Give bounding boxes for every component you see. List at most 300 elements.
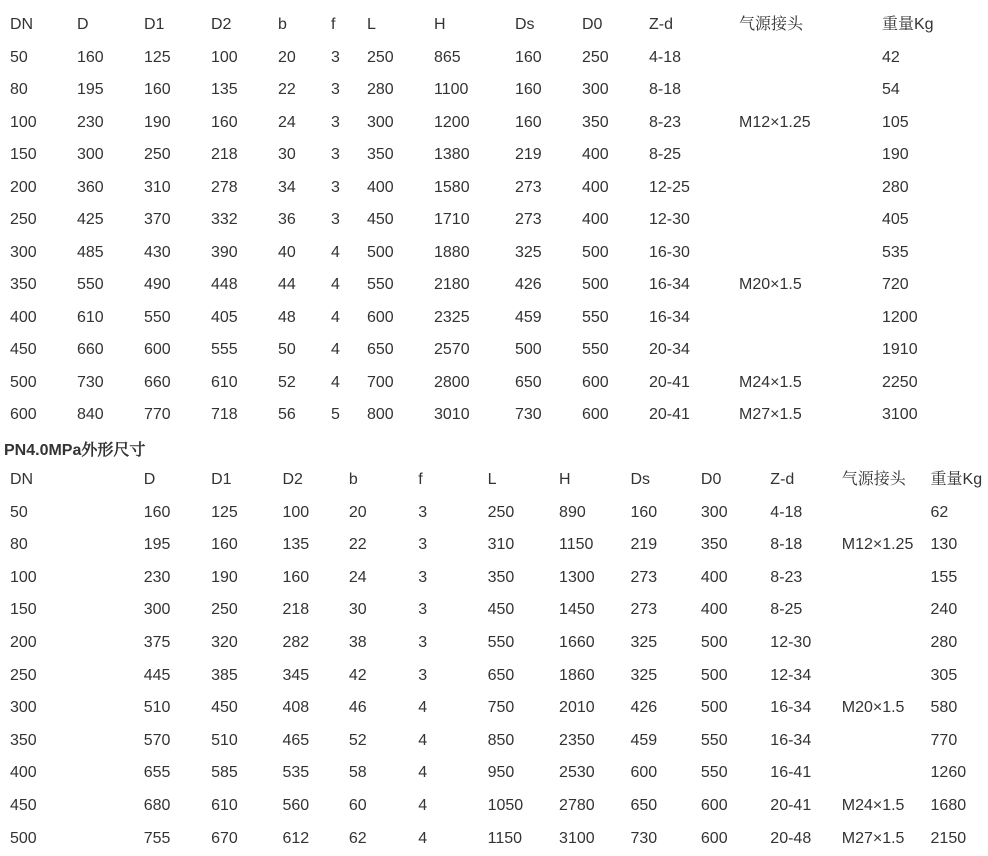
- table-cell: 400: [582, 178, 609, 196]
- table-cell: [729, 302, 872, 335]
- table-cell: 650: [630, 796, 658, 814]
- header-cell: D2: [211, 16, 232, 33]
- table-row: [0, 627, 988, 660]
- table-cell: 770: [930, 731, 958, 749]
- table-cell: 24: [348, 568, 367, 586]
- table-cell: 3: [418, 666, 428, 684]
- table-cell: 350: [10, 276, 37, 293]
- table-cell: 2800: [434, 373, 470, 391]
- table-cell: 20-48: [770, 829, 812, 847]
- table-row: [0, 74, 988, 107]
- header-cell: D0: [582, 16, 603, 33]
- table-cell: M20×1.5: [739, 276, 802, 293]
- table-cell: [729, 237, 872, 270]
- table-cell: 600: [582, 373, 609, 391]
- table-cell: [729, 74, 872, 107]
- header-cell: D1: [211, 471, 232, 488]
- table-cell: 485: [77, 243, 104, 261]
- table-row: [0, 269, 988, 302]
- table-cell: M12×1.25: [739, 113, 811, 131]
- table-cell: 42: [882, 48, 900, 66]
- table-cell: 950: [487, 764, 515, 782]
- table-cell: 54: [882, 81, 900, 98]
- table-cell: 190: [882, 146, 909, 163]
- table-row: [0, 594, 988, 627]
- table-cell: 160: [515, 81, 542, 98]
- table-cell: 250: [582, 48, 609, 66]
- table-cell: 24: [278, 113, 296, 131]
- table-cell: 135: [211, 81, 238, 98]
- table-cell: 459: [515, 308, 542, 326]
- table-cell: 8-25: [649, 146, 682, 163]
- table-cell: 550: [700, 764, 728, 782]
- table-cell: 390: [211, 243, 238, 261]
- header-cell: Ds: [630, 471, 651, 488]
- table-cell: 600: [700, 796, 728, 814]
- header-cell: b: [278, 16, 287, 33]
- table-cell: 2010: [559, 699, 595, 717]
- table-cell: 195: [77, 81, 104, 98]
- table-cell: 250: [144, 146, 171, 163]
- table-cell: 655: [143, 764, 171, 782]
- table-cell: M27×1.5: [739, 406, 802, 423]
- table-cell: 408: [282, 699, 310, 717]
- table-cell: 425: [77, 211, 104, 228]
- table-cell: 34: [278, 178, 296, 196]
- table-cell: 12-34: [770, 666, 812, 684]
- table-cell: 195: [143, 536, 171, 554]
- table-cell: 62: [930, 503, 949, 521]
- table-row: [0, 302, 988, 335]
- header-cell: DN: [10, 16, 34, 33]
- table-cell: 1680: [930, 796, 967, 814]
- table-cell: 400: [700, 568, 728, 586]
- table-cell: 2150: [930, 829, 967, 847]
- table-cell: 600: [630, 764, 658, 782]
- table-cell: 30: [348, 601, 367, 619]
- table-cell: 840: [77, 406, 104, 423]
- table-cell: 400: [10, 764, 37, 782]
- table-cell: 500: [10, 373, 37, 391]
- table-cell: 52: [348, 731, 367, 749]
- header-cell: D2: [282, 471, 303, 488]
- section-title: PN4.0MPa外形尺寸: [4, 442, 146, 459]
- table-cell: 580: [930, 699, 958, 717]
- header-cell: b: [348, 471, 358, 488]
- table-cell: 3: [331, 48, 340, 66]
- table-cell: 1880: [434, 243, 470, 261]
- table-cell: 450: [211, 699, 238, 717]
- table-cell: 535: [882, 243, 909, 261]
- table-cell: 550: [700, 731, 728, 749]
- table-cell: 1660: [559, 633, 595, 651]
- header-cell: Ds: [515, 16, 535, 33]
- table-cell: 2570: [434, 341, 470, 358]
- table-cell: 2350: [559, 731, 595, 749]
- table-cell: 12-25: [649, 178, 690, 196]
- table-cell: 1150: [559, 536, 594, 554]
- table-cell: 400: [10, 308, 37, 326]
- table-row: [0, 139, 988, 172]
- table-cell: 16-34: [649, 308, 690, 326]
- table-cell: 610: [211, 373, 238, 391]
- table-cell: 273: [515, 178, 542, 196]
- connector-cell: [832, 725, 921, 758]
- table-cell: 585: [211, 764, 238, 782]
- table-cell: 160: [144, 81, 171, 98]
- table-cell: 300: [10, 243, 37, 261]
- table-cell: [729, 139, 872, 172]
- header-cell: D1: [144, 16, 165, 33]
- table-cell: 8-25: [770, 601, 803, 619]
- table-cell: 40: [278, 243, 296, 261]
- table-cell: 730: [515, 406, 542, 423]
- table-cell: 1450: [559, 601, 595, 619]
- table-cell: 4: [331, 341, 340, 358]
- table-cell: 332: [211, 211, 238, 228]
- header-cell: L: [367, 16, 376, 33]
- table-cell: 20-34: [649, 341, 690, 358]
- table-cell: 230: [143, 568, 171, 586]
- table-cell: 2530: [559, 764, 595, 782]
- table-cell: 100: [10, 113, 37, 131]
- connector-cell: [832, 594, 921, 627]
- table-row: [0, 692, 988, 725]
- table-cell: 310: [144, 178, 171, 196]
- table-cell: 4: [418, 829, 428, 847]
- table-cell: 450: [487, 601, 515, 619]
- table-cell: 160: [282, 568, 310, 586]
- table-cell: 4: [418, 764, 428, 782]
- table-cell: 325: [630, 633, 658, 651]
- table-cell: 612: [282, 829, 310, 847]
- table-cell: 385: [211, 666, 238, 684]
- table-cell: 405: [211, 308, 238, 326]
- table-cell: 250: [10, 666, 37, 684]
- table-cell: 730: [630, 829, 658, 847]
- table-cell: 1050: [487, 796, 524, 814]
- table-cell: 80: [10, 536, 28, 554]
- header-cell: D0: [700, 471, 722, 488]
- table-cell: [729, 204, 872, 237]
- table-cell: 3: [418, 536, 428, 554]
- table-cell: 56: [278, 406, 296, 423]
- header-cell: f: [331, 16, 336, 33]
- table-cell: 426: [630, 699, 658, 717]
- table-cell: 50: [10, 503, 28, 521]
- header-cell: 气源接头: [739, 16, 804, 33]
- table-cell: 150: [10, 601, 37, 619]
- table-cell: 160: [630, 503, 658, 521]
- table-cell: 430: [144, 243, 171, 261]
- table-cell: 670: [211, 829, 238, 847]
- table-cell: 718: [211, 406, 238, 423]
- table-cell: 2780: [559, 796, 595, 814]
- table-cell: 2325: [434, 308, 470, 326]
- table-cell: [729, 172, 872, 205]
- table-cell: 12-30: [649, 211, 690, 228]
- table-cell: 3: [418, 568, 428, 586]
- table-cell: 770: [144, 406, 171, 423]
- table-cell: 400: [700, 601, 728, 619]
- table-cell: 730: [77, 373, 104, 391]
- header-cell: D: [143, 471, 156, 488]
- table-cell: 300: [143, 601, 171, 619]
- table-cell: 550: [487, 633, 515, 651]
- table-row: [0, 660, 988, 693]
- table-cell: 550: [582, 341, 609, 358]
- table-cell: 273: [630, 601, 658, 619]
- table-cell: 38: [348, 633, 367, 651]
- table-cell: M24×1.5: [739, 373, 802, 391]
- table-cell: 310: [487, 536, 515, 554]
- table-cell: 500: [582, 276, 609, 293]
- table-cell: 3: [418, 503, 428, 521]
- table-cell: 510: [143, 699, 171, 717]
- table-cell: 1580: [434, 178, 470, 196]
- header-cell: H: [434, 16, 446, 33]
- table-cell: 850: [487, 731, 515, 749]
- table-row: [0, 399, 988, 432]
- table-row: [0, 204, 988, 237]
- table-cell: 3: [331, 178, 340, 196]
- table-cell: 500: [582, 243, 609, 261]
- table-cell: 20: [348, 503, 367, 521]
- table-cell: 1710: [434, 211, 470, 228]
- table-cell: 50: [278, 341, 296, 358]
- table-row: [0, 334, 988, 367]
- table-cell: 375: [143, 633, 171, 651]
- table-cell: 750: [487, 699, 515, 717]
- table-cell: 50: [10, 48, 28, 66]
- table-cell: 720: [882, 276, 909, 293]
- header-cell: 气源接头: [841, 471, 906, 488]
- table-cell: 3: [418, 633, 428, 651]
- table-cell: 240: [930, 601, 958, 619]
- table-cell: 500: [700, 633, 728, 651]
- table-cell: 610: [77, 308, 104, 326]
- connector-cell: M24×1.5: [841, 796, 905, 814]
- table-cell: 20-41: [770, 796, 812, 814]
- table-cell: 300: [582, 81, 609, 98]
- table-cell: 160: [211, 536, 238, 554]
- table-cell: 600: [700, 829, 728, 847]
- table-cell: 16-34: [770, 731, 812, 749]
- table-cell: 130: [930, 536, 958, 554]
- table-cell: 755: [143, 829, 171, 847]
- table-cell: 300: [700, 503, 728, 521]
- connector-cell: [832, 660, 921, 693]
- table-cell: 3100: [559, 829, 595, 847]
- connector-cell: [832, 757, 921, 790]
- table-cell: 22: [348, 536, 367, 554]
- table-cell: 660: [144, 373, 171, 391]
- table-cell: 400: [582, 211, 609, 228]
- table-cell: 280: [930, 633, 958, 651]
- table-cell: 360: [77, 178, 104, 196]
- table-row: [0, 757, 988, 790]
- table-cell: 4: [331, 308, 340, 326]
- table-cell: 345: [282, 666, 310, 684]
- table-cell: 4: [331, 373, 340, 391]
- table-cell: 500: [515, 341, 542, 358]
- header-cell: H: [559, 471, 571, 488]
- table-cell: 44: [278, 276, 296, 293]
- table-cell: 550: [77, 276, 104, 293]
- table-row: [0, 42, 988, 75]
- table-cell: 3: [418, 601, 428, 619]
- table-cell: 660: [77, 341, 104, 358]
- table-cell: 62: [348, 829, 367, 847]
- table-cell: 320: [211, 633, 238, 651]
- table-cell: 250: [10, 211, 37, 228]
- table-cell: 100: [282, 503, 310, 521]
- table-cell: 560: [282, 796, 310, 814]
- table-cell: 680: [143, 796, 171, 814]
- table-cell: 400: [582, 146, 609, 163]
- table-cell: 300: [10, 699, 37, 717]
- table-cell: [729, 42, 872, 75]
- table-cell: 190: [211, 568, 238, 586]
- table-cell: 2180: [434, 276, 470, 293]
- pn40-table: [0, 464, 988, 855]
- table-cell: 610: [211, 796, 238, 814]
- table-cell: 12-30: [770, 633, 812, 651]
- header-cell: L: [487, 471, 497, 488]
- table-cell: 1380: [434, 146, 470, 163]
- table-cell: 150: [10, 146, 37, 163]
- table-cell: 125: [211, 503, 238, 521]
- table-cell: 300: [367, 113, 394, 131]
- table-cell: 4: [331, 243, 340, 261]
- table-cell: 273: [630, 568, 658, 586]
- table-cell: 500: [700, 666, 728, 684]
- header-cell: D: [77, 16, 89, 33]
- table-cell: 555: [211, 341, 238, 358]
- table-cell: 200: [10, 633, 37, 651]
- table-cell: 16-41: [770, 764, 812, 782]
- header-cell: 重量Kg: [882, 16, 934, 33]
- table-cell: 48: [278, 308, 296, 326]
- table-cell: 20-41: [649, 373, 690, 391]
- header-cell: 重量Kg: [930, 471, 983, 488]
- table-cell: 52: [278, 373, 296, 391]
- table-cell: 219: [630, 536, 658, 554]
- table-cell: [729, 334, 872, 367]
- table-cell: 280: [367, 81, 394, 98]
- table-cell: 16-30: [649, 243, 690, 261]
- table-cell: 1100: [434, 81, 469, 98]
- table-cell: 1860: [559, 666, 595, 684]
- table-cell: 250: [487, 503, 515, 521]
- table-cell: 650: [367, 341, 394, 358]
- table-cell: 445: [143, 666, 171, 684]
- table-cell: 160: [143, 503, 171, 521]
- header-cell: Z-d: [770, 471, 795, 488]
- table-cell: 450: [367, 211, 394, 228]
- table-cell: 4-18: [649, 48, 682, 66]
- table-cell: 125: [144, 48, 171, 66]
- table-cell: 650: [487, 666, 515, 684]
- table-cell: 490: [144, 276, 171, 293]
- table-cell: 1260: [930, 764, 967, 782]
- table-cell: 8-23: [649, 113, 682, 131]
- table-cell: 8-18: [770, 536, 803, 554]
- table-cell: 800: [367, 406, 394, 423]
- table-cell: 500: [700, 699, 728, 717]
- table-row: [0, 172, 988, 205]
- table-cell: 22: [278, 81, 296, 98]
- table-cell: 600: [367, 308, 394, 326]
- header-cell: DN: [10, 471, 34, 488]
- table-cell: 200: [10, 178, 37, 196]
- connector-cell: M27×1.5: [841, 829, 905, 847]
- table-cell: 3: [331, 81, 340, 98]
- table-cell: 20-41: [649, 406, 690, 423]
- table-cell: 30: [278, 146, 296, 163]
- table-cell: 219: [515, 146, 542, 163]
- table-cell: 600: [582, 406, 609, 423]
- table-cell: 4-18: [770, 503, 803, 521]
- table-cell: 3: [331, 211, 340, 228]
- table-cell: 370: [144, 211, 171, 228]
- table-cell: 4: [418, 731, 428, 749]
- table-cell: 570: [143, 731, 171, 749]
- table-cell: 4: [418, 796, 428, 814]
- table-cell: 500: [367, 243, 394, 261]
- table-cell: 865: [434, 48, 461, 66]
- table-cell: 160: [515, 113, 542, 131]
- table-cell: 426: [515, 276, 542, 293]
- table-cell: 459: [630, 731, 658, 749]
- table-row: [0, 367, 988, 400]
- table-cell: 350: [487, 568, 515, 586]
- table-cell: 160: [515, 48, 542, 66]
- table-cell: 1300: [559, 568, 595, 586]
- table-cell: 2250: [882, 373, 918, 391]
- table-cell: 250: [367, 48, 394, 66]
- table-cell: 190: [144, 113, 171, 131]
- table-row: [0, 725, 988, 758]
- table-cell: 510: [211, 731, 238, 749]
- table-cell: 8-18: [649, 81, 682, 98]
- table-cell: 42: [348, 666, 367, 684]
- table-cell: 550: [144, 308, 171, 326]
- table-cell: 46: [348, 699, 367, 717]
- table-cell: 400: [367, 178, 394, 196]
- table-cell: 3: [331, 113, 340, 131]
- table-cell: 465: [282, 731, 310, 749]
- connector-cell: M20×1.5: [841, 699, 905, 717]
- table-cell: 105: [882, 113, 909, 131]
- table-cell: 325: [630, 666, 658, 684]
- pn-table-1: [0, 9, 988, 432]
- table-cell: 350: [582, 113, 609, 131]
- table-cell: 160: [77, 48, 104, 66]
- table-cell: 450: [10, 341, 37, 358]
- table-row: [0, 790, 988, 823]
- table-cell: 250: [211, 601, 238, 619]
- table-cell: 155: [930, 568, 958, 586]
- table-row: [0, 237, 988, 270]
- header-cell: f: [418, 471, 423, 488]
- table-cell: 218: [282, 601, 310, 619]
- table-cell: 20: [278, 48, 296, 66]
- table-cell: 550: [367, 276, 394, 293]
- table-row: [0, 823, 988, 856]
- header-cell: Z-d: [649, 16, 673, 33]
- table-cell: 600: [144, 341, 171, 358]
